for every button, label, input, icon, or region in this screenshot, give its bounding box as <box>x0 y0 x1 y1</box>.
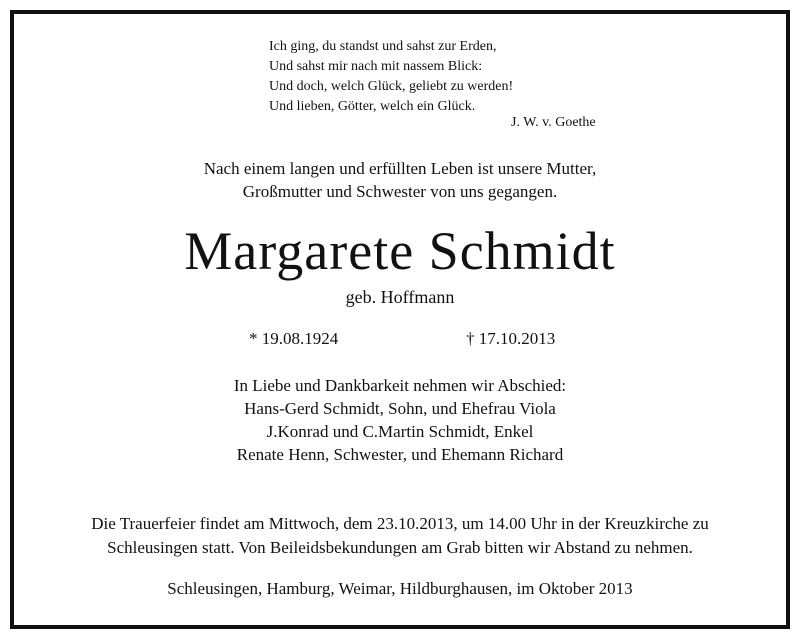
poem-author: J. W. v. Goethe <box>511 115 596 130</box>
mourners-line: Hans-Gerd Schmidt, Sohn, und Ehefrau Viola <box>244 399 556 418</box>
funeral-service-notice <box>0 512 800 560</box>
poem-line: Und doch, welch Glück, geliebt zu werden! <box>269 79 514 94</box>
place-and-date: Schleusingen, Hamburg, Weimar, Hildburghausen, im Oktober 2013 <box>167 579 633 598</box>
mourners-line: In Liebe und Dankbarkeit nehmen wir Abschied: <box>233 376 567 395</box>
death-date: † 17.10.2013 <box>466 329 556 348</box>
intro-text <box>0 157 800 203</box>
poem-line: Und lieben, Götter, welch ein Glück. <box>269 99 476 114</box>
intro-line: Nach einem langen und erfüllten Leben ist unsere Mutter, <box>203 159 597 178</box>
deceased-name: Margarete Schmidt <box>184 221 616 281</box>
birth-date: * 19.08.1924 <box>249 329 339 348</box>
maiden-name: geb. Hoffmann <box>345 287 455 307</box>
mourners-list <box>0 374 800 466</box>
service-line: Schleusingen statt. Von Beileidsbekundungen am Grab bitten wir Abstand zu nehmen. <box>107 538 693 557</box>
poem-line: Und sahst mir nach mit nassem Blick: <box>269 59 483 74</box>
poem <box>269 37 513 117</box>
service-line: Die Trauerfeier findet am Mittwoch, dem 23.10.2013, um 14.00 Uhr in der Kreuzkirche zu <box>91 514 709 533</box>
mourners-line: J.Konrad und C.Martin Schmidt, Enkel <box>266 422 534 441</box>
intro-line: Großmutter und Schwester von uns gegangen. <box>242 182 558 201</box>
poem-line: Ich ging, du standst und sahst zur Erden, <box>269 39 497 54</box>
mourners-line: Renate Henn, Schwester, und Ehemann Richard <box>236 445 564 464</box>
